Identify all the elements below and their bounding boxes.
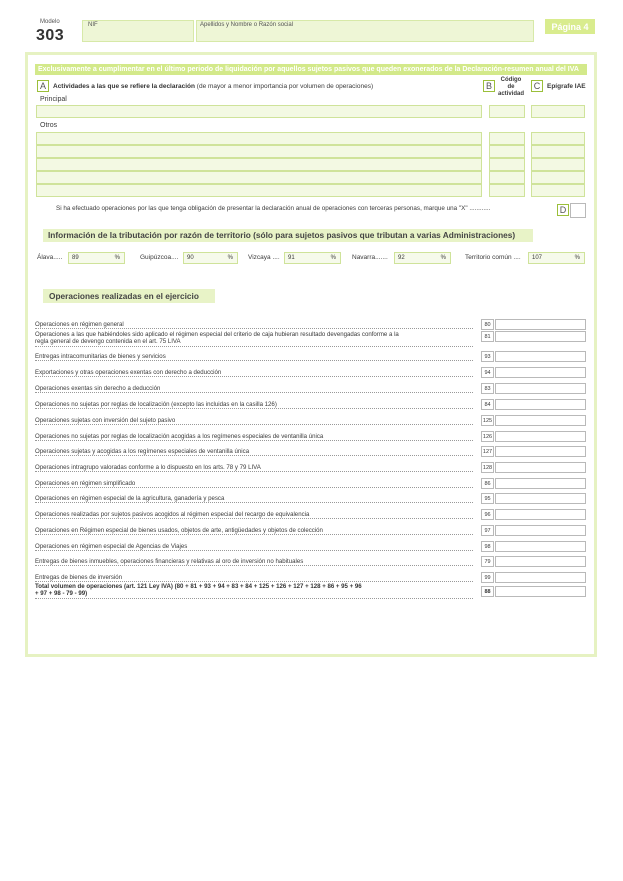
casilla-number: 125: [481, 415, 494, 426]
principal-iae-field[interactable]: [531, 105, 585, 118]
operacion-row-label: [35, 448, 473, 455]
otros-label: Otros: [40, 122, 58, 129]
operacion-row-label: [35, 353, 473, 360]
dotted-leader: [35, 518, 473, 519]
casilla-128-input[interactable]: [495, 462, 586, 473]
dotted-leader: [35, 455, 473, 456]
operacion-text: Operaciones sujetas con inversión del sujeto pasivo: [35, 417, 176, 424]
nif-label: NIF: [88, 22, 98, 28]
actividades-title: [53, 83, 373, 90]
territorio-code: 107: [532, 255, 543, 261]
casilla-number: 98: [481, 541, 494, 552]
operacion-row-label: [35, 527, 473, 534]
operacion-text: Operaciones en régimen simplificado: [35, 480, 136, 487]
principal-label: Principal: [40, 96, 67, 103]
dotted-leader: [35, 581, 473, 582]
otros-iae-field[interactable]: [531, 171, 585, 184]
casilla-127-input[interactable]: [495, 446, 586, 457]
modelo-number: 303: [36, 27, 65, 44]
operacion-row-label: [35, 511, 473, 518]
otros-activity-field[interactable]: [36, 171, 482, 184]
operacion-row-label: [35, 401, 473, 408]
operacion-row-label: [35, 574, 473, 581]
otros-iae-field[interactable]: [531, 145, 585, 158]
territorio-field-navarra[interactable]: [394, 252, 451, 264]
otros-activity-field[interactable]: [36, 158, 482, 171]
operacion-row-label: [35, 331, 473, 345]
nif-field[interactable]: [82, 20, 194, 42]
territorio-label: Navarra.......: [352, 254, 388, 261]
letter-b-marker: B: [483, 80, 495, 92]
dotted-leader: [35, 392, 473, 393]
section-banner: Exclusivamente a cumplimentar en el último periodo de liquidación por aquellos sujetos pasivos que queden exonerados de la Declaración-resumen anual del IVA: [35, 64, 587, 75]
casilla-80-input[interactable]: [495, 319, 586, 330]
casilla-number: 86: [481, 478, 494, 489]
otros-codigo-field[interactable]: [489, 184, 525, 197]
otros-codigo-field[interactable]: [489, 145, 525, 158]
dotted-leader: [35, 565, 473, 566]
operacion-text: Operaciones en Régimen especial de bienes usados, objetos de arte, antigüedades y objetos de colección: [35, 527, 323, 534]
dotted-leader: [35, 360, 473, 361]
casilla-number: 88: [481, 586, 494, 597]
otros-activity-field[interactable]: [36, 145, 482, 158]
operacion-text: Operaciones en régimen especial de Agencias de Viajes: [35, 543, 188, 550]
casilla-number: 83: [481, 383, 494, 394]
operacion-text: Operaciones realizadas por sujetos pasivos acogidos al régimen especial del recargo de equivalencia: [35, 511, 310, 518]
casilla-number: 127: [481, 446, 494, 457]
casilla-95-input[interactable]: [495, 493, 586, 504]
operaciones-title: Operaciones realizadas en el ejercicio: [43, 289, 215, 303]
dotted-leader: [35, 502, 473, 503]
letter-a-marker: A: [37, 80, 49, 92]
casilla-number: 81: [481, 331, 494, 342]
casilla-86-input[interactable]: [495, 478, 586, 489]
casilla-98-input[interactable]: [495, 541, 586, 552]
principal-activity-field[interactable]: [36, 105, 482, 118]
territorio-field-vizcaya[interactable]: [284, 252, 341, 264]
dotted-leader: [35, 408, 473, 409]
dotted-leader: [35, 424, 473, 425]
dotted-leader: [35, 534, 473, 535]
casilla-88-input[interactable]: [495, 586, 586, 597]
casilla-81-input[interactable]: [495, 331, 586, 342]
percent-sign: %: [114, 255, 120, 261]
casilla-number: 128: [481, 462, 494, 473]
terceras-personas-checkbox[interactable]: [570, 203, 586, 218]
total-operaciones-label: [35, 583, 473, 597]
territorio-label: Guipúzcoa....: [140, 254, 179, 261]
operacion-text: Operaciones intragrupo valoradas conforme a lo dispuesto en los arts. 78 y 79 LIVA: [35, 464, 261, 471]
operacion-row-label: [35, 558, 473, 565]
operacion-text: Operaciones exentas sin derecho a deducción: [35, 385, 161, 392]
total-text-line2: + 97 + 98 - 79 - 99): [35, 590, 88, 597]
casilla-96-input[interactable]: [495, 509, 586, 520]
operacion-text: Exportaciones y otras operaciones exentas con derecho a deducción: [35, 369, 222, 376]
otros-codigo-field[interactable]: [489, 132, 525, 145]
percent-sign: %: [440, 255, 446, 261]
territorio-label: Vizcaya ....: [248, 254, 280, 261]
dotted-leader: [35, 346, 473, 347]
otros-activity-field[interactable]: [36, 184, 482, 197]
casilla-97-input[interactable]: [495, 525, 586, 536]
casilla-number: 93: [481, 351, 494, 362]
operacion-text: Entregas de bienes inmuebles, operaciones financieras y relativas al oro de inversión no habituales: [35, 558, 304, 565]
dotted-leader: [35, 440, 473, 441]
casilla-99-input[interactable]: [495, 572, 586, 583]
total-text: Total volumen de operaciones (art. 121 Ley IVA) (80 + 81 + 93 + 94 + 83 + 84 + 125 + 126 + 127 + 128 + 86 + 95 + 96: [35, 583, 362, 590]
casilla-number: 97: [481, 525, 494, 536]
otros-codigo-field[interactable]: [489, 158, 525, 171]
operacion-row-label: [35, 480, 473, 487]
modelo-label: Modelo: [40, 19, 60, 25]
casilla-number: 95: [481, 493, 494, 504]
percent-sign: %: [227, 255, 233, 261]
operacion-text: Operaciones en régimen especial de la agricultura, ganadería y pesca: [35, 495, 225, 502]
casilla-number: 99: [481, 572, 494, 583]
operacion-row-label: [35, 417, 473, 424]
casilla-126-input[interactable]: [495, 431, 586, 442]
operacion-text: Operaciones en régimen general: [35, 321, 124, 328]
letter-d-marker: D: [557, 204, 569, 216]
casilla-number: 96: [481, 509, 494, 520]
dotted-leader: [35, 487, 473, 488]
operacion-row-label: [35, 464, 473, 471]
operacion-text: Operaciones sujetas y acogidas a los regímenes especiales de ventanilla única: [35, 448, 250, 455]
codigo-actividad-header: Código de actividad: [497, 77, 524, 97]
dotted-leader: [35, 550, 473, 551]
otros-iae-field[interactable]: [531, 132, 585, 145]
casilla-83-input[interactable]: [495, 383, 586, 394]
actividades-title-rest: (de mayor a menor importancia por volumen de operaciones): [195, 83, 374, 90]
territorio-code: 90: [187, 255, 194, 261]
casilla-79-input[interactable]: [495, 556, 586, 567]
territorio-label: Álava.....: [37, 254, 63, 261]
operacion-row-label: [35, 495, 473, 502]
territorio-title: Información de la tributación por razón de territorio (sólo para sujetos pasivos que tributan a varias Administraciones): [43, 229, 533, 242]
percent-sign: %: [330, 255, 336, 261]
territorio-field-alava[interactable]: [68, 252, 125, 264]
casilla-125-input[interactable]: [495, 415, 586, 426]
operacion-text: Operaciones no sujetas por reglas de localización (excepto las incluidas en la casilla 126): [35, 401, 277, 408]
casilla-84-input[interactable]: [495, 399, 586, 410]
operacion-row-label: [35, 385, 473, 392]
territorio-code: 92: [398, 255, 405, 261]
territorio-label: Territorio común ....: [465, 254, 521, 261]
percent-sign: %: [574, 255, 580, 261]
territorio-code: 89: [72, 255, 79, 261]
casilla-number: 79: [481, 556, 494, 567]
letter-c-marker: C: [531, 80, 543, 92]
casilla-number: 80: [481, 319, 494, 330]
operacion-row-label: [35, 369, 473, 376]
casilla-number: 94: [481, 367, 494, 378]
casilla-number: 126: [481, 431, 494, 442]
dotted-leader: [35, 328, 473, 329]
otros-iae-field[interactable]: [531, 158, 585, 171]
page-number-badge: Página 4: [545, 19, 595, 34]
casilla-94-input[interactable]: [495, 367, 586, 378]
operacion-row-label: [35, 433, 473, 440]
operacion-row-label: [35, 543, 473, 550]
operacion-text: Entregas intracomunitarias de bienes y servicios: [35, 353, 166, 360]
dotted-leader: [35, 376, 473, 377]
nombre-label: Apellidos y Nombre o Razón social: [200, 22, 294, 28]
operacion-row-label: [35, 321, 473, 328]
casilla-93-input[interactable]: [495, 351, 586, 362]
operacion-text: Operaciones a las que habiéndoles sido aplicado el régimen especial del criterio de caja hubieran resultado devengadas conforme a la: [35, 331, 399, 338]
dotted-leader: [35, 598, 473, 599]
operacion-text: Operaciones no sujetas por reglas de localización acogidas a los regímenes especiales de ventanilla única: [35, 433, 324, 440]
casilla-number: 84: [481, 399, 494, 410]
terceras-personas-text: Si ha efectuado operaciones por las que tenga obligación de presentar la declaración anual de operaciones con terceras personas, marque una "X" ............: [56, 205, 491, 212]
territorio-field-comun[interactable]: [528, 252, 585, 264]
territorio-field-guipuzcoa[interactable]: [183, 252, 238, 264]
operacion-text: Entregas de bienes de inversión: [35, 574, 123, 581]
territorio-code: 91: [288, 255, 295, 261]
otros-codigo-field[interactable]: [489, 171, 525, 184]
actividades-title-bold: Actividades a las que se refiere la declaración: [53, 83, 195, 90]
operacion-text-line2: regla general de devengo contenida en el art. 75 LIVA: [35, 338, 181, 345]
principal-codigo-field[interactable]: [489, 105, 525, 118]
otros-iae-field[interactable]: [531, 184, 585, 197]
dotted-leader: [35, 471, 473, 472]
otros-activity-field[interactable]: [36, 132, 482, 145]
epigrafe-iae-header: Epígrafe IAE: [547, 83, 586, 90]
